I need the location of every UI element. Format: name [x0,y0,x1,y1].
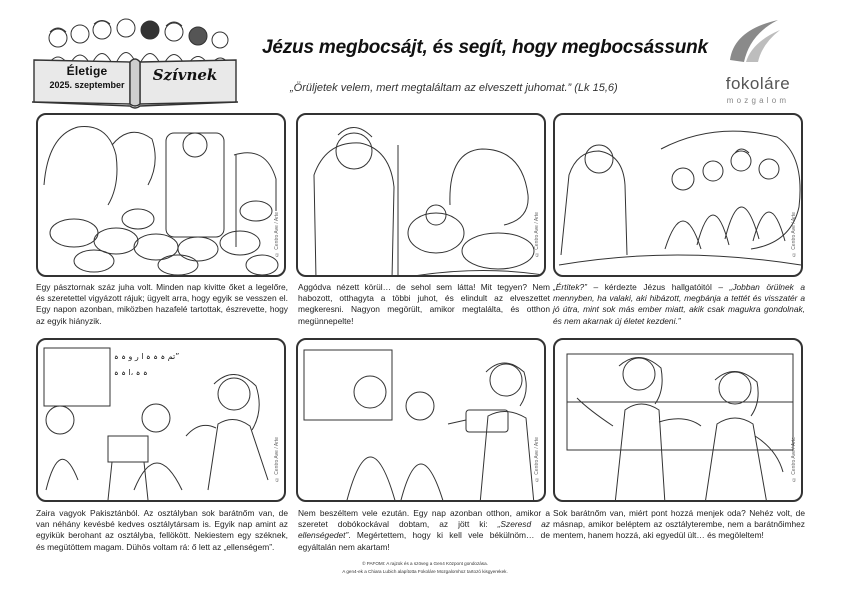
caption-panel-5 [298,508,550,553]
reconciliation-hug-illustration [555,340,803,502]
comic-panel-4 [36,338,286,502]
caption-speaker: – kérdezte Jézus hallgatóitól – [586,282,730,292]
comic-panel-3 [553,113,803,277]
logo-name: fokoláre [725,74,791,93]
caption-panel-6: Sok barátnőm van, miért pont hozzá menjek oda? Nehéz volt, de másnap, amikor beléptem az osztályterembe, nem a barátnőimhez mentem, hanem hozzá, aki egyedül ült… és megöleltem! [553,508,805,541]
caption-text-a: Nem beszéltem vele ezután. Egy nap azonban otthon, amikor a szeretet dobókockával dobtam, az jött ki: [298,508,550,530]
comic-panel-5 [296,338,546,502]
book-label-date: 2025. szeptember [49,80,125,90]
image-credit: © Centro Ave / Arte [274,211,280,257]
classroom-fall-illustration [38,340,286,502]
image-credit: © Centro Ave / Arte [534,211,540,257]
page-title: Jézus megbocsájt, és segít, hogy megbocsássunk [262,37,708,58]
love-dice-illustration [298,340,546,502]
searching-shepherd-illustration [298,115,546,277]
footer-credits [290,560,560,576]
image-credit: © Centro Ave / Arte [791,211,797,257]
jesus-teaching-illustration [555,115,803,277]
caption-quote: „Értitek?” [553,282,587,292]
caption-dice-message: „Szeresd az ellenségedet” [298,519,550,541]
urdu-thought-line-2: ہ ہ ،ا ہ ہ [114,368,148,377]
caption-text-c: . Megértettem, hogy ki kell vele békülnöm… de egyáltalán nem akartam! [298,530,550,552]
image-credit: © Centro Ave / Arte [791,436,797,482]
urdu-thought-line-1: ”تم ہ ہ ہ ا ر و ہ ہ [114,352,180,361]
comic-panel-1 [36,113,286,277]
footer-line-2: A gen4-ek a Chiara Lubich alapította Fokoláre Mozgalomhoz tartozó kisgyerekek. [342,569,508,574]
logo-subtitle: mozgalom [726,96,790,105]
caption-panel-2: Aggódva nézett körül… de sehol sem látta! Mit tegyen? Nem habozott, otthagyta a többi juhot, és elindult az elveszettet megkeresni. Nagyon megörült, amikor megtalálta, és otthon megünnepelte! [298,282,550,326]
caption-panel-1: Egy pásztornak száz juha volt. Minden nap kivitte őket a legelőre, és szeretettel vigyázott rájuk; ügyelt arra, hogy egyik se vesszen el. Egy napon azonban, miközben hazafelé tartottak, észrevette, hogy az egyik hiányzik. [36,282,288,326]
footer-line-1: © PAFOMI: A rajzok és a szöveg a Gen4 Központ gondozása. [362,561,488,566]
bible-verse: „Örüljetek velem, mert megtaláltam az elveszett juhomat.” (Lk 15,6) [290,82,618,94]
shepherd-sheep-illustration [38,115,286,277]
image-credit: © Centro Ave / Arte [274,436,280,482]
caption-panel-4: Zaira vagyok Pakisztánból. Az osztályban sok barátnőm van, de van néhány kevésbé kedves osztálytársam is. Egyik nap amint az egyikük berohant az osztályba, fellökött. Nekiestem egy széknek, és megütöttem magam. Dühös voltam rá: ő lett az „ellenségem”. [36,508,288,552]
caption-jesus-words: „Jobban örülnek a mennyben, ha valaki, aki hibázott, megbánja a tettét és visszatér a jó útra, mint sok más ember miatt, akik csak magukra gondolnak, és nem akarnak új életet kezdeni.” [553,282,806,326]
book-label-eletige: Életige [66,64,108,78]
comic-panel-2 [296,113,546,277]
fokolare-logo-icon [724,16,784,64]
caption-panel-3 [553,282,805,327]
comic-panel-6 [553,338,803,502]
image-credit: © Centro Ave / Arte [534,436,540,482]
book-label-word: Szívnek [152,66,218,84]
